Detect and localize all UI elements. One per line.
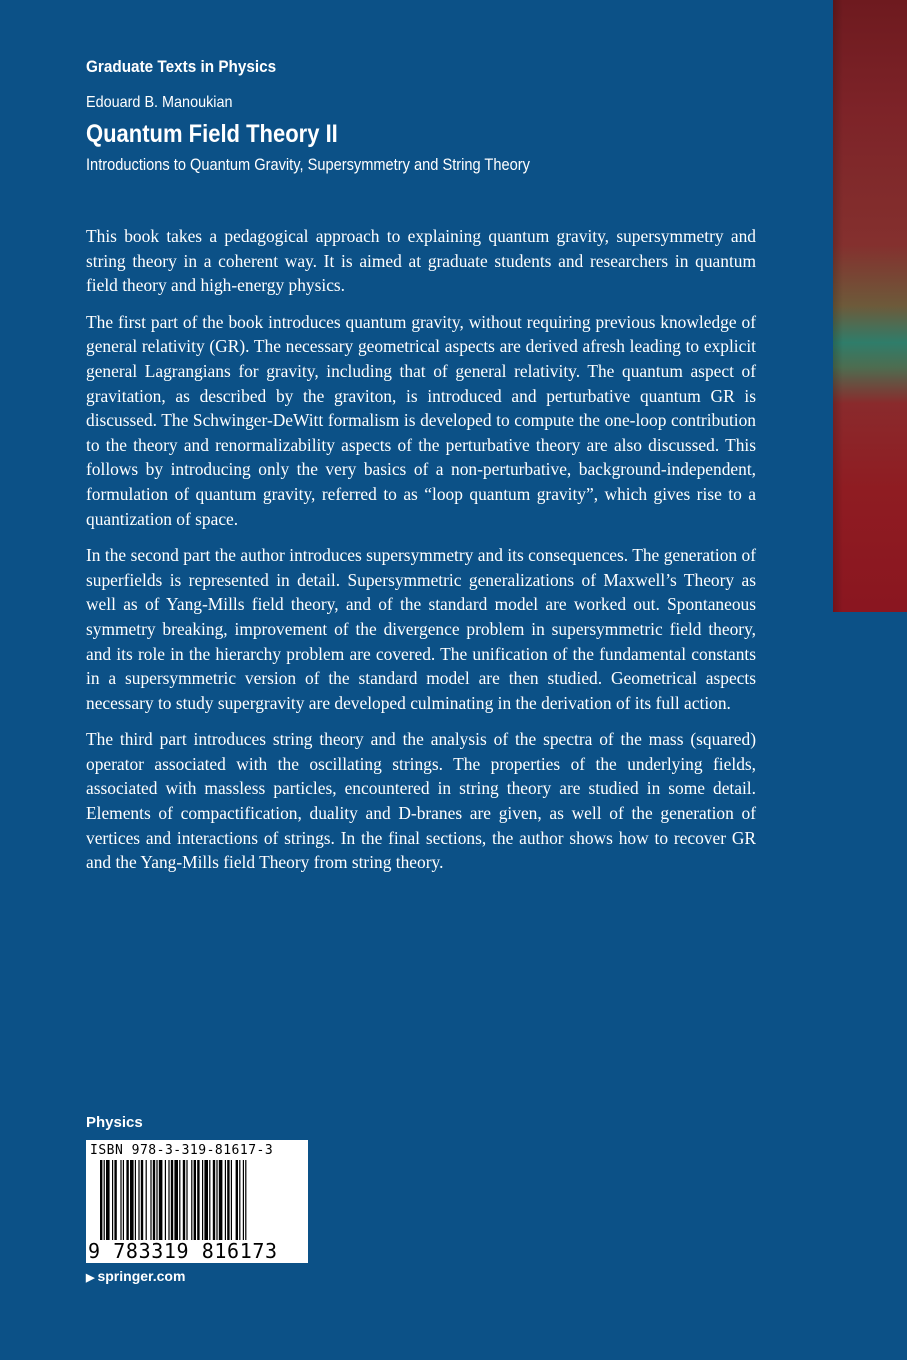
description-paragraph: This book takes a pedagogical approach to explaining quantum gravity, supersymmetry and string theory in a coherent way. It is aimed at graduate students and researchers in quantum field theory and high-energy physics. — [86, 226, 756, 296]
publisher-link[interactable] — [86, 1268, 185, 1284]
barcode-bars — [100, 1160, 296, 1240]
subject-category: Physics — [86, 1114, 143, 1131]
author-name: Edouard B. Manoukian — [86, 94, 233, 111]
description-paragraph: In the second part the author introduces supersymmetry and its consequences. The generation of superfields is represented in detail. Supersymmetric generalizations of Maxwell’s Theory as well as of Yang-Mills field theory, and of the standard model are worked out. Spontaneous symmetry breaking, improvement of the divergence problem in supersymmetric field theory, and its role in the hierarchy problem are covered. The unification of the fundamental constants in a supersymmetric version of the standard model are then studied. Geometrical aspects necessary to study supergravity are developed culminating in the derivation of its full action. — [86, 545, 756, 713]
description-paragraph: The third part introduces string theory and the analysis of the spectra of the mass (squared) operator associated with the oscillating strings. The properties of the underlying fields, associated with massless particles, encountered in string theory are studied in some detail. Elements of compactification, duality and D-branes are given, as well of the generation of vertices and interactions of strings. In the final sections, the author shows how to recover GR and the Yang-Mills field Theory from string theory. — [86, 729, 756, 873]
spine-color-strip — [833, 0, 907, 612]
book-subtitle: Introductions to Quantum Gravity, Supersymmetry and String Theory — [86, 155, 530, 174]
triangle-right-icon: ▶ — [86, 1272, 95, 1284]
publisher-url: springer.com — [97, 1268, 186, 1284]
ean-number: 9 783319 816173 — [88, 1239, 278, 1263]
isbn-label: ISBN 978-3-319-81617-3 — [90, 1143, 274, 1158]
book-title: Quantum Field Theory II — [86, 120, 338, 148]
series-name: Graduate Texts in Physics — [86, 57, 277, 76]
book-description — [86, 224, 756, 887]
description-paragraph: The first part of the book introduces quantum gravity, without requiring previous knowledge of general relativity (GR). The necessary geometrical aspects are derived afresh leading to explicit general Lagrangians for gravity, including that of general relativity. The quantum aspect of gravitation, as described by the graviton, is introduced and perturbative quantum GR is discussed. The Schwinger-DeWitt formalism is developed to compute the one-loop contribution to the theory and renormalizability aspects of the perturbative theory are also discussed. This follows by introducing only the very basics of a non-perturbative, background-independent, formulation of quantum gravity, referred to as “loop quantum gravity”, which gives rise to a quantization of space. — [86, 311, 756, 529]
isbn-barcode — [86, 1140, 308, 1263]
